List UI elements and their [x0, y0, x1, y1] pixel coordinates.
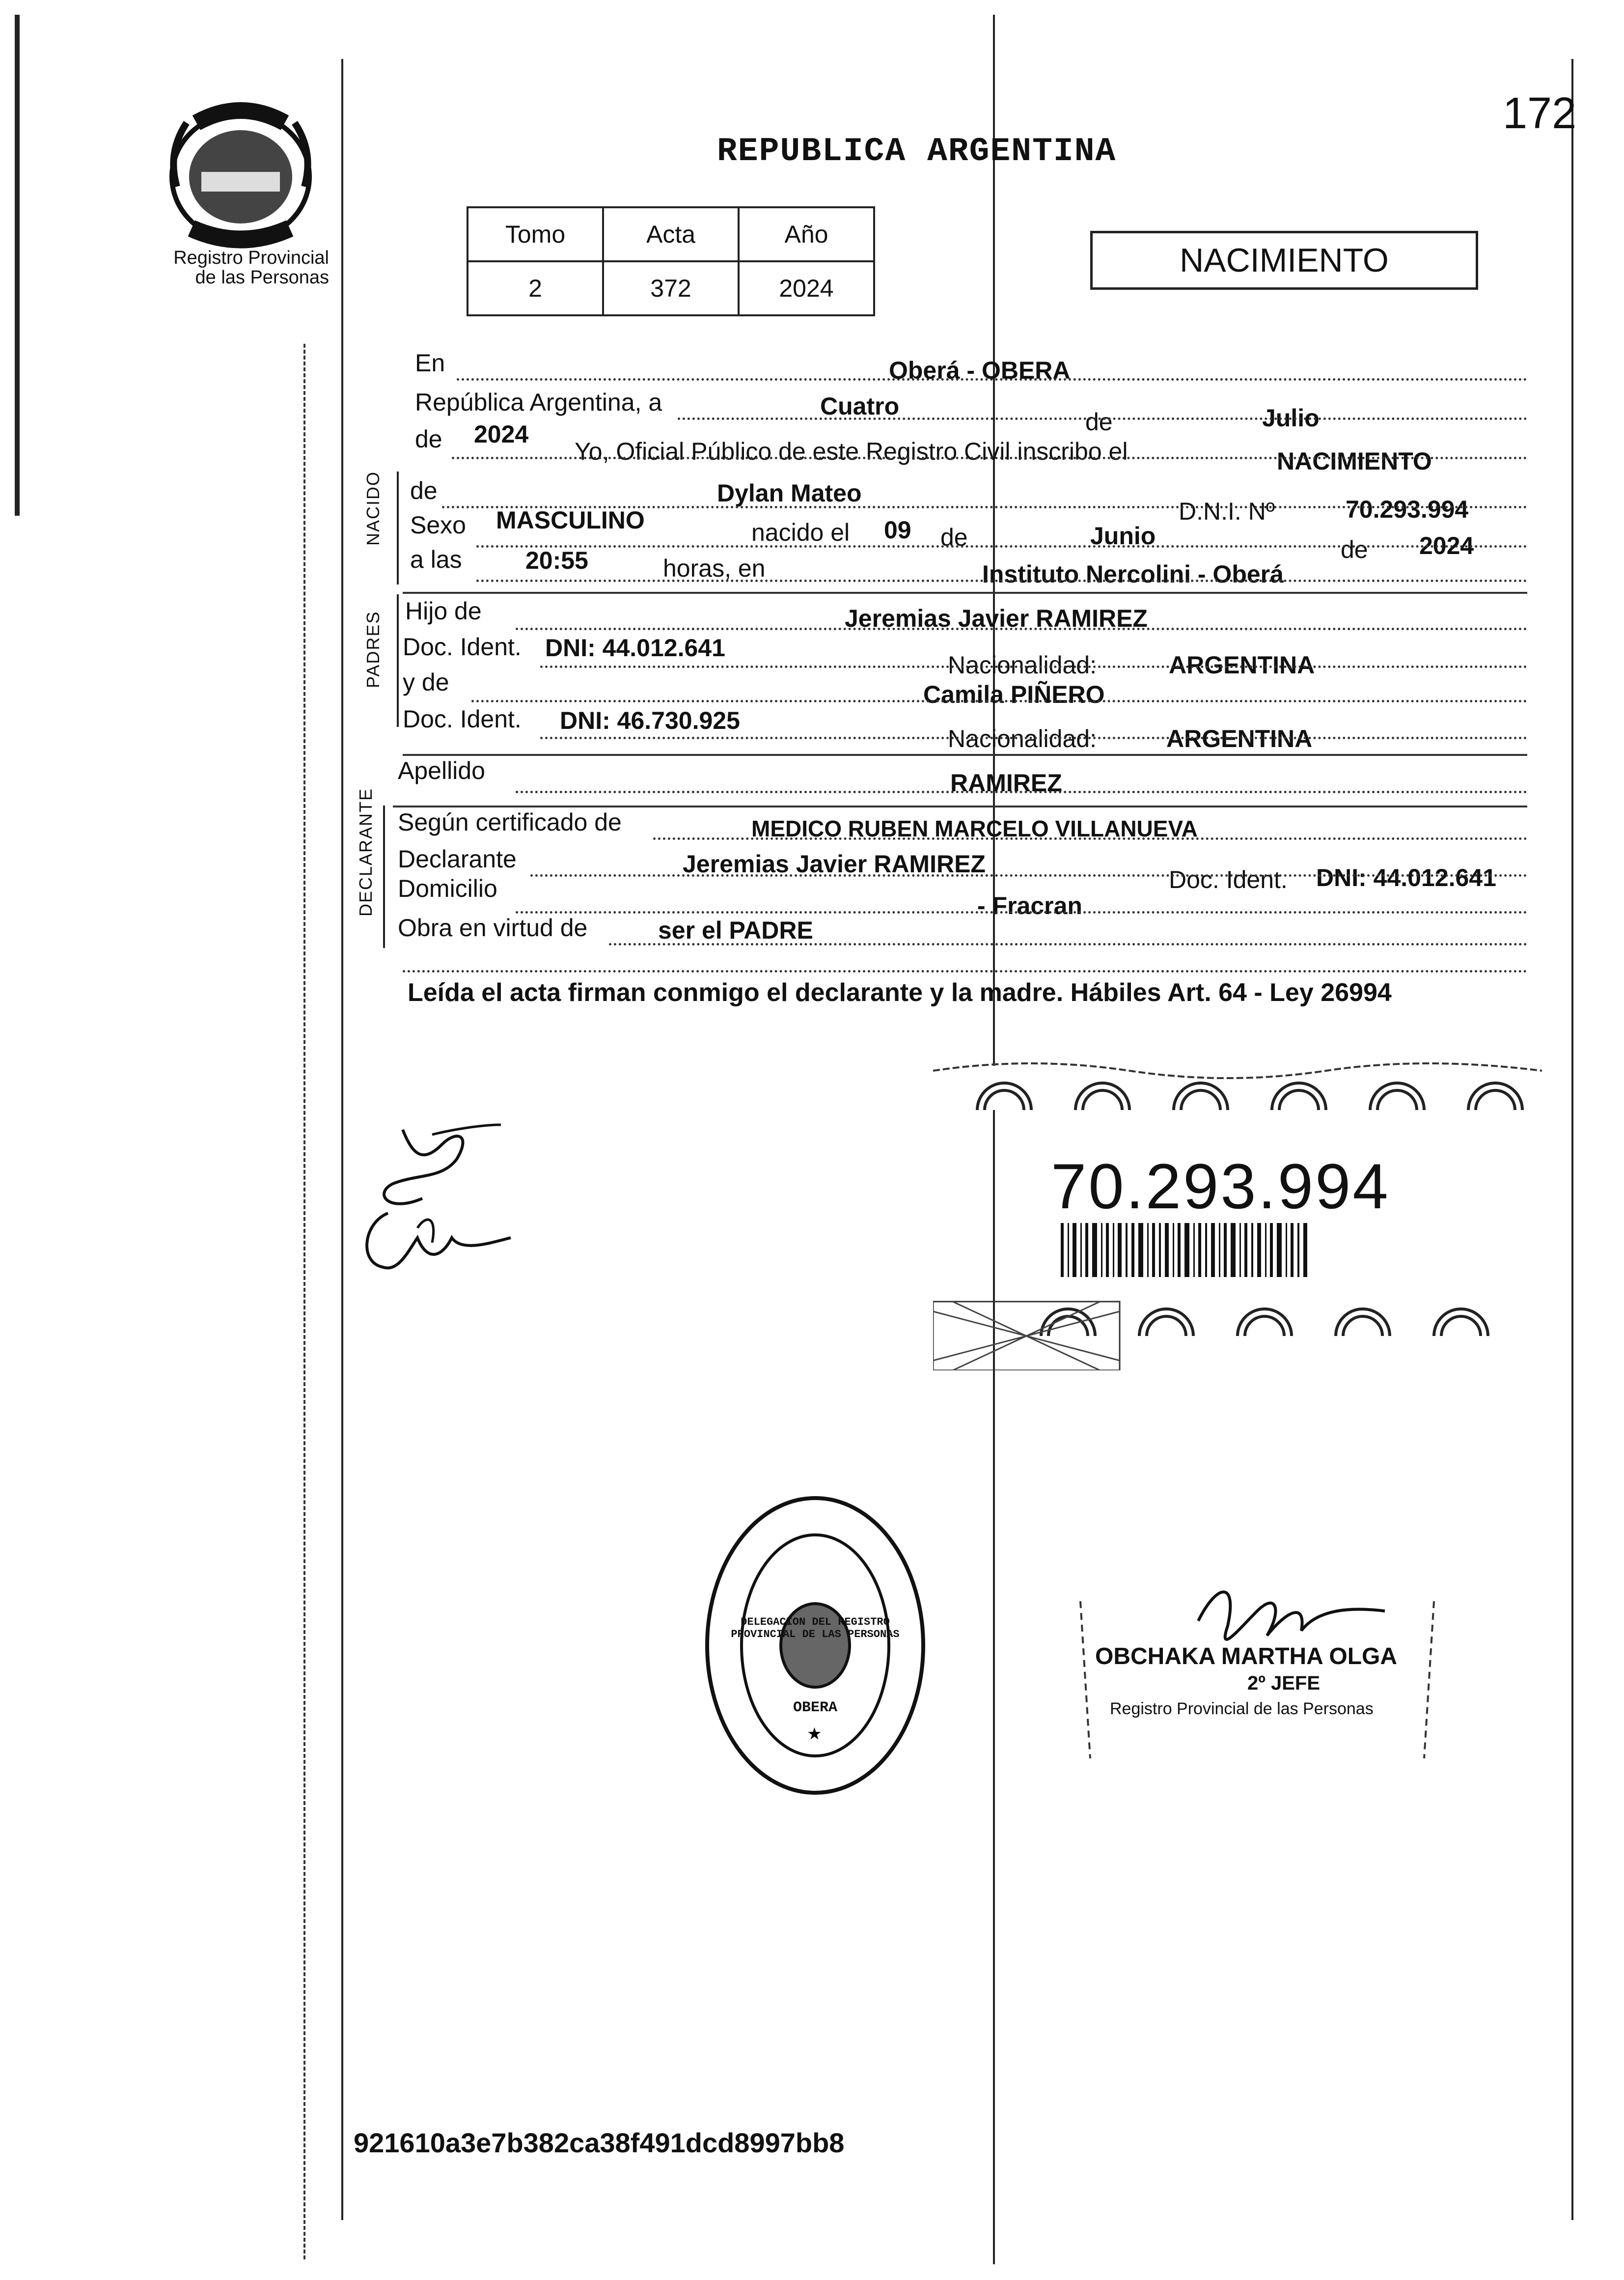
certificado-value: MEDICO RUBEN MARCELO VILLANUEVA	[751, 816, 1198, 841]
alas-dots	[476, 580, 1527, 582]
hijo-dots	[516, 628, 1527, 630]
madre-doc: DNI: 46.730.925	[560, 707, 740, 734]
domicilio-label: Domicilio	[398, 875, 497, 902]
apellido-value: RAMIREZ	[950, 769, 1062, 797]
anio-value: 2024	[739, 261, 874, 315]
de2-label: de	[415, 425, 442, 453]
en-value: Oberá - OBERA	[889, 357, 1071, 384]
nac-de2-label: de	[1341, 536, 1368, 563]
page-number: 172	[1503, 89, 1577, 138]
apellido-label: Apellido	[398, 757, 485, 784]
domicilio-value: - Fracran	[977, 892, 1082, 919]
sexo-dots	[476, 545, 1527, 548]
registro-line1: Registro Provincial	[173, 248, 329, 268]
hora-value: 20:55	[525, 547, 588, 574]
anio-value: 2024	[474, 420, 529, 448]
obra-value: ser el PADRE	[658, 917, 813, 944]
document-hash: 921610a3e7b382ca38f491dcd8997bb8	[354, 2127, 845, 2158]
declarante-bracket	[383, 806, 385, 948]
dni-value: 70.293.994	[1346, 496, 1469, 523]
official-stamp	[1071, 1582, 1444, 1768]
acto-value: NACIMIENTO	[1277, 447, 1432, 475]
certificado-dots	[653, 837, 1527, 840]
dni-label: D.N.I. Nº	[1179, 498, 1275, 525]
declarante-label: Declarante	[398, 845, 517, 873]
republica-label: República Argentina, a	[415, 389, 662, 416]
yde-dots	[471, 700, 1527, 702]
madre-nac: ARGENTINA	[1166, 725, 1313, 752]
doc-label-padre: Doc. Ident.	[403, 633, 522, 661]
padres-bracket	[397, 594, 399, 727]
obra-label: Obra en virtud de	[398, 914, 588, 942]
padre-doc: DNI: 44.012.641	[545, 634, 725, 662]
left-margin-bar	[15, 15, 20, 516]
record-type-box: NACIMIENTO	[1090, 231, 1478, 290]
delegacion-round-seal	[702, 1493, 928, 1798]
padre-nac: ARGENTINA	[1169, 651, 1315, 679]
tomo-header: Tomo	[468, 207, 603, 261]
alas-label: a las	[410, 546, 462, 573]
lugar-value: Instituto Nercolini - Oberá	[982, 560, 1284, 588]
certificado-label: Según certificado de	[398, 808, 622, 836]
republica-dots	[678, 417, 1527, 420]
apellido-dots	[516, 791, 1527, 793]
declarante-doc-label: Doc. Ident.	[1169, 866, 1288, 893]
declarante-value: Jeremias Javier RAMIREZ	[683, 850, 986, 878]
page-border-right	[1571, 59, 1573, 2220]
doc-madre-dots	[540, 737, 1527, 739]
registro-provincial-caption	[142, 248, 329, 287]
stamp-role: 2º JEFE	[1247, 1672, 1321, 1694]
apellido-divider	[393, 806, 1527, 807]
obra-dots	[609, 943, 1527, 945]
madre-value: Camila PIÑERO	[923, 681, 1105, 708]
mes-value: Julio	[1262, 404, 1320, 432]
tomo-value: 2	[468, 261, 603, 315]
nac-dia: 09	[884, 516, 911, 544]
nacido-divider	[403, 592, 1527, 594]
declarante-dots	[530, 874, 1527, 877]
section-label-padres: PADRES	[363, 611, 383, 688]
nombre-value: Dylan Mateo	[717, 479, 862, 507]
stamp-name: OBCHAKA MARTHA OLGA	[1095, 1643, 1398, 1669]
padres-divider	[403, 754, 1527, 756]
nac-anio: 2024	[1419, 532, 1474, 559]
horas-label: horas, en	[663, 555, 766, 582]
seal-bottom-text: OBERA	[793, 1699, 837, 1716]
oficial-text: Yo, Oficial Público de este Registro Civil inscribo el	[575, 438, 1128, 465]
nac-mes: Junio	[1090, 522, 1156, 550]
seal-ring-text: DELEGACION DEL REGISTRO PROVINCIAL DE LAS PERSONAS	[731, 1616, 900, 1640]
document-title: REPUBLICA ARGENTINA	[717, 133, 1117, 170]
dashed-guide-left	[303, 344, 305, 2259]
svg-text:★: ★	[808, 1726, 821, 1742]
de-label: de	[1085, 408, 1113, 436]
declarant-signature	[344, 1115, 521, 1282]
nac-de-label: de	[940, 524, 968, 551]
section-label-declarante: DECLARANTE	[356, 787, 376, 917]
de3-label: de	[410, 477, 438, 504]
stamp-office: Registro Provincial de las Personas	[1110, 1699, 1374, 1718]
nacido-bracket	[397, 472, 399, 584]
row3-dots	[452, 457, 1527, 459]
nacionalidad-label-padre: Nacionalidad:	[948, 651, 1097, 679]
padre-value: Jeremias Javier RAMIREZ	[845, 605, 1148, 632]
nacionalidad-label-madre: Nacionalidad:	[948, 725, 1097, 752]
acta-value: 372	[603, 261, 739, 315]
doc-padre-dots	[540, 666, 1527, 668]
domicilio-dots	[516, 911, 1527, 914]
security-label-number: 70.293.994	[1051, 1150, 1390, 1222]
doc-label-madre: Doc. Ident.	[403, 705, 522, 733]
security-label	[933, 1056, 1542, 1370]
en-label: En	[415, 349, 445, 377]
acta-header: Acta	[603, 207, 739, 261]
registro-line2: de las Personas	[195, 267, 329, 288]
tomo-acta-table	[467, 206, 875, 316]
dia-value: Cuatro	[820, 392, 900, 420]
section-label-nacido: NACIDO	[363, 471, 383, 546]
page-border-left	[341, 59, 343, 2220]
sexo-value: MASCULINO	[496, 506, 645, 534]
yde-label: y de	[403, 668, 449, 696]
province-crest-logo	[157, 93, 324, 255]
hijo-label: Hijo de	[405, 597, 482, 625]
closing-statement: Leída el acta firman conmigo el declarante y la madre. Hábiles Art. 64 - Ley 26994	[408, 978, 1392, 1007]
anio-header: Año	[739, 207, 874, 261]
declarante-doc: DNI: 44.012.641	[1316, 864, 1496, 891]
closing-dots	[403, 970, 1527, 973]
sexo-label: Sexo	[410, 511, 466, 539]
nacido-label: nacido el	[751, 519, 850, 546]
